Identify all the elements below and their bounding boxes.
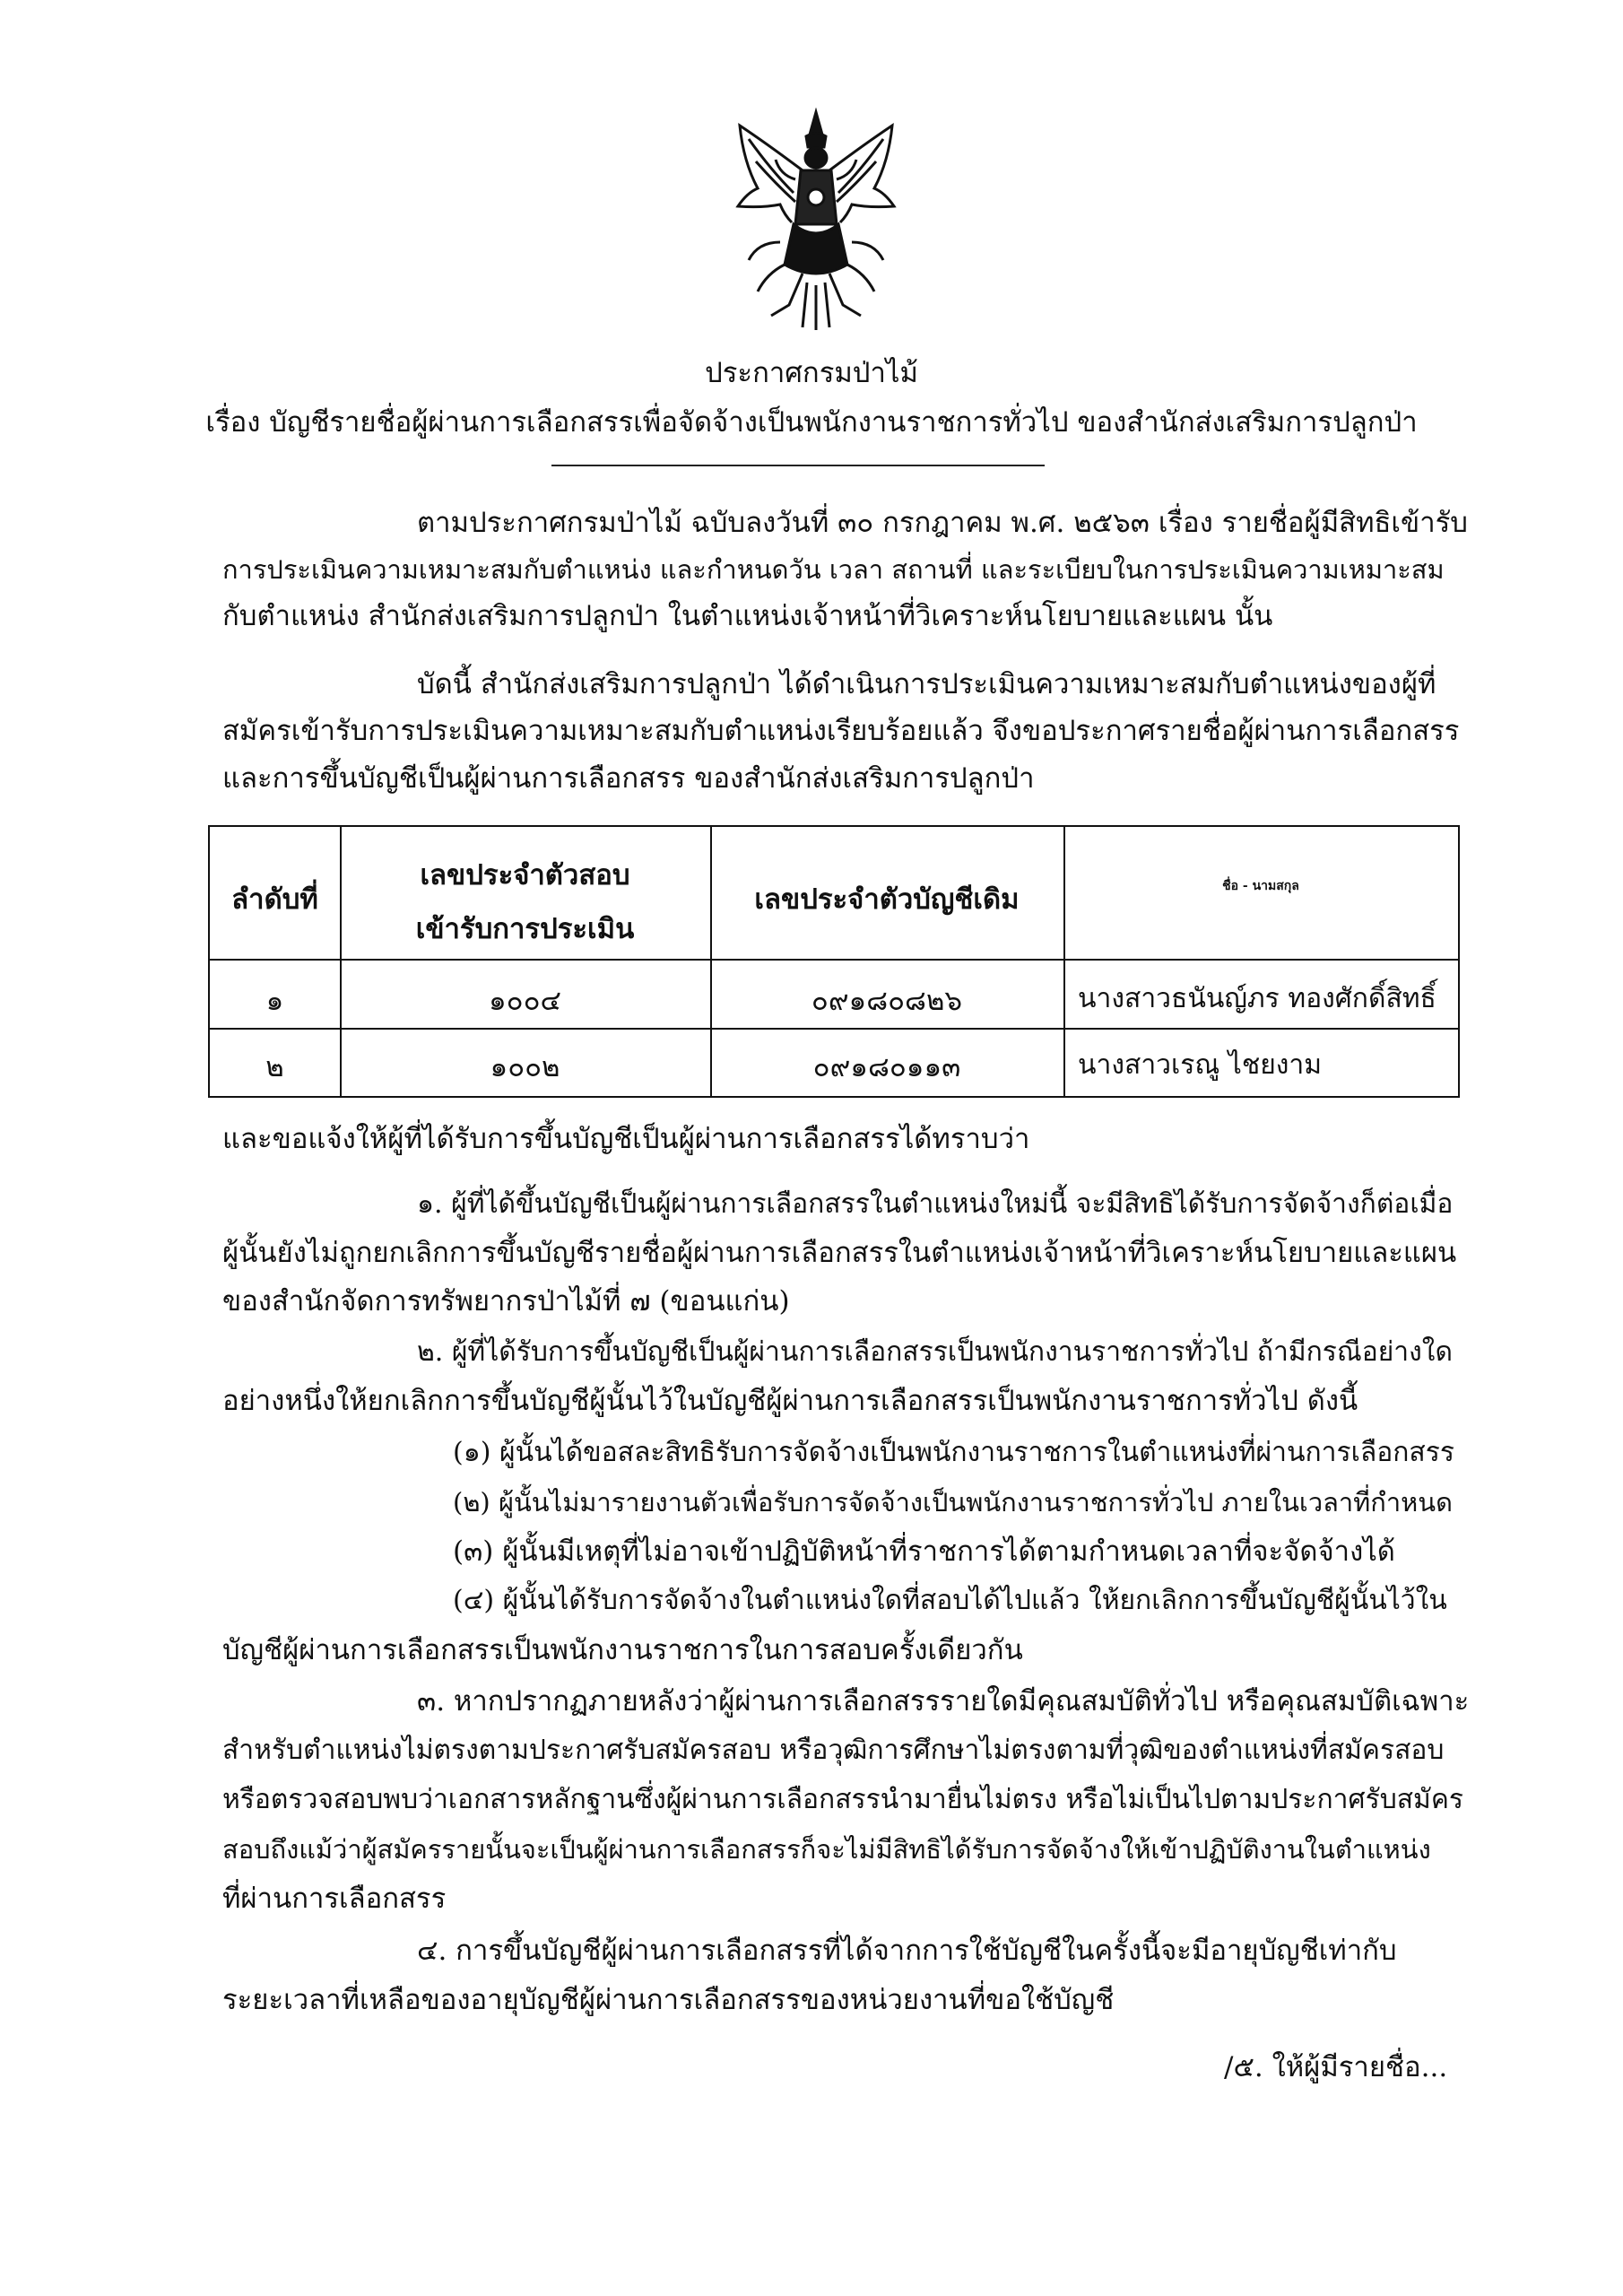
table-row-2-name: นางสาวเรณู ไชยงาม: [1078, 1049, 1323, 1081]
table-row-2-no: ๒: [265, 1051, 284, 1083]
item3-line-4: สอบถึงแม้ว่าผู้สมัครรายนั้นจะเป็นผู้ผ่านการเลือกสรรก็จะไม่มีสิทธิได้รับการจัดจ้างให้เข้าปฏิบัติงานในตำแหน่ง: [222, 1834, 1431, 1865]
results-table: [208, 825, 1460, 1098]
table-row-1-no: ๑: [265, 985, 284, 1017]
item2-sub-2: (๒) ผู้นั้นไม่มารายงานตัวเพื่อรับการจัดจ้างเป็นพนักงานราชการทั่วไป ภายในเวลาที่กำหนด: [453, 1487, 1453, 1518]
item4-line-2: ระยะเวลาที่เหลือของอายุบัญชีผู้ผ่านการเลือกสรรของหน่วยงานที่ขอใช้บัญชี: [222, 1984, 1115, 2016]
item1-line-1: ๑. ผู้ที่ได้ขึ้นบัญชีเป็นผู้ผ่านการเลือกสรรในตำแหน่งใหม่นี้ จะมีสิทธิได้รับการจัดจ้างก็ต่อเมื่อ: [417, 1188, 1454, 1220]
p1-line-1: ตามประกาศกรมป่าไม้ ฉบับลงวันที่ ๓๐ กรกฎาคม พ.ศ. ๒๕๖๓ เรื่อง รายชื่อผู้มีสิทธิเข้ารับ: [417, 507, 1468, 539]
item2-line-1: ๒. ผู้ที่ได้รับการขึ้นบัญชีเป็นผู้ผ่านการเลือกสรรเป็นพนักงานราชการทั่วไป ถ้ามีกรณีอย่างใด: [417, 1336, 1453, 1368]
item4-line-1: ๔. การขึ้นบัญชีผู้ผ่านการเลือกสรรที่ได้จากการใช้บัญชีในครั้งนี้จะมีอายุบัญชีเท่ากับ: [417, 1935, 1397, 1967]
table-row-1-name: นางสาวธนันญ์ภร ทองศักดิ์สิทธิ์: [1078, 983, 1436, 1014]
p2-line-3: และการขึ้นบัญชีเป็นผู้ผ่านการเลือกสรร ของสำนักส่งเสริมการปลูกป่า: [222, 762, 1035, 795]
table-row-1-old-id: ๐๙๑๘๐๘๒๖: [811, 985, 963, 1017]
item1-line-3: ของสำนักจัดการทรัพยากรป่าไม้ที่ ๗ (ขอนแก่น): [222, 1285, 790, 1318]
p1-line-2: การประเมินความเหมาะสมกับตำแหน่ง และกำหนดวัน เวลา สถานที่ และระเบียบในการประเมินความเหมาะสม: [222, 554, 1445, 585]
col-header-exam-id-line1: เลขประจำตัวสอบ: [420, 859, 630, 891]
item2-sub-4: (๔) ผู้นั้นได้รับการจัดจ้างในตำแหน่งใดที่สอบได้ไปแล้ว ให้ยกเลิกการขึ้นบัญชีผู้นั้นไว้ใน: [453, 1585, 1447, 1616]
col-header-old-id: เลขประจำตัวบัญชีเดิม: [754, 883, 1020, 916]
p2-line-1: บัดนี้ สำนักส่งเสริมการปลูกป่า ได้ดำเนินการประเมินความเหมาะสมกับตำแหน่งของผู้ที่: [417, 668, 1436, 700]
item3-line-1: ๓. หากปรากฏภายหลังว่าผู้ผ่านการเลือกสรรรายใดมีคุณสมบัติทั่วไป หรือคุณสมบัติเฉพาะ: [417, 1685, 1470, 1718]
p2-line-2: สมัครเข้ารับการประเมินความเหมาะสมกับตำแหน่งเรียบร้อยแล้ว จึงขอประกาศรายชื่อผู้ผ่านการเลือกสรร: [222, 715, 1460, 747]
announcement-subject: เรื่อง บัญชีรายชื่อผู้ผ่านการเลือกสรรเพื่อจัดจ้างเป็นพนักงานราชการทั่วไป ของสำนักส่งเสริมการปลูกป่า: [205, 406, 1418, 439]
item3-line-3: หรือตรวจสอบพบว่าเอกสารหลักฐานซึ่งผู้ผ่านการเลือกสรรนำมายื่นไม่ตรง หรือไม่เป็นไปตามประกาศรับสมัคร: [222, 1784, 1463, 1815]
garuda-emblem-icon: [731, 108, 901, 332]
continued-marker: /๕. ให้ผู้มีรายชื่อ...: [1224, 2051, 1448, 2083]
title-divider: [551, 465, 1045, 466]
item1-line-2: ผู้นั้นยังไม่ถูกยกเลิกการขึ้นบัญชีรายชื่อผู้ผ่านการเลือกสรรในตำแหน่งเจ้าหน้าที่วิเคราะห์นโยบายและแผน: [222, 1237, 1457, 1269]
notice-intro: และขอแจ้งให้ผู้ที่ได้รับการขึ้นบัญชีเป็นผู้ผ่านการเลือกสรรได้ทราบว่า: [222, 1123, 1030, 1155]
p1-line-3: กับตำแหน่ง สำนักส่งเสริมการปลูกป่า ในตำแหน่งเจ้าหน้าที่วิเคราะห์นโยบายและแผน นั้น: [222, 600, 1273, 632]
item2-sub-3: (๓) ผู้นั้นมีเหตุที่ไม่อาจเข้าปฏิบัติหน้าที่ราชการได้ตามกำหนดเวลาที่จะจัดจ้างได้: [453, 1535, 1395, 1568]
item2-sub-4-cont: บัญชีผู้ผ่านการเลือกสรรเป็นพนักงานราชการในการสอบครั้งเดียวกัน: [222, 1634, 1023, 1666]
item3-line-5: ที่ผ่านการเลือกสรร: [222, 1883, 447, 1915]
table-row-1-exam-id: ๑๐๐๔: [489, 985, 561, 1017]
item3-line-2: สำหรับตำแหน่งไม่ตรงตามประกาศรับสมัครสอบ หรือวุฒิการศึกษาไม่ตรงตามที่วุฒิของตำแหน่งที่สมัครสอบ: [222, 1735, 1445, 1766]
table-row-2-old-id: ๐๙๑๘๐๑๑๓: [812, 1051, 961, 1083]
announcement-org: ประกาศกรมป่าไม้: [705, 357, 918, 389]
col-header-exam-id-line2: เข้ารับการประเมิน: [415, 913, 635, 945]
item2-sub-1: (๑) ผู้นั้นได้ขอสละสิทธิรับการจัดจ้างเป็นพนักงานราชการในตำแหน่งที่ผ่านการเลือกสรร: [453, 1437, 1454, 1468]
col-header-name: ชื่อ - นามสกุล: [1222, 879, 1299, 893]
table-row-2-exam-id: ๑๐๐๒: [490, 1051, 560, 1083]
col-header-no: ลำดับที่: [231, 883, 318, 916]
item2-line-2: อย่างหนึ่งให้ยกเลิกการขึ้นบัญชีผู้นั้นไว้ในบัญชีผู้ผ่านการเลือกสรรเป็นพนักงานราชการทั่วไป ดังนี้: [222, 1385, 1358, 1417]
